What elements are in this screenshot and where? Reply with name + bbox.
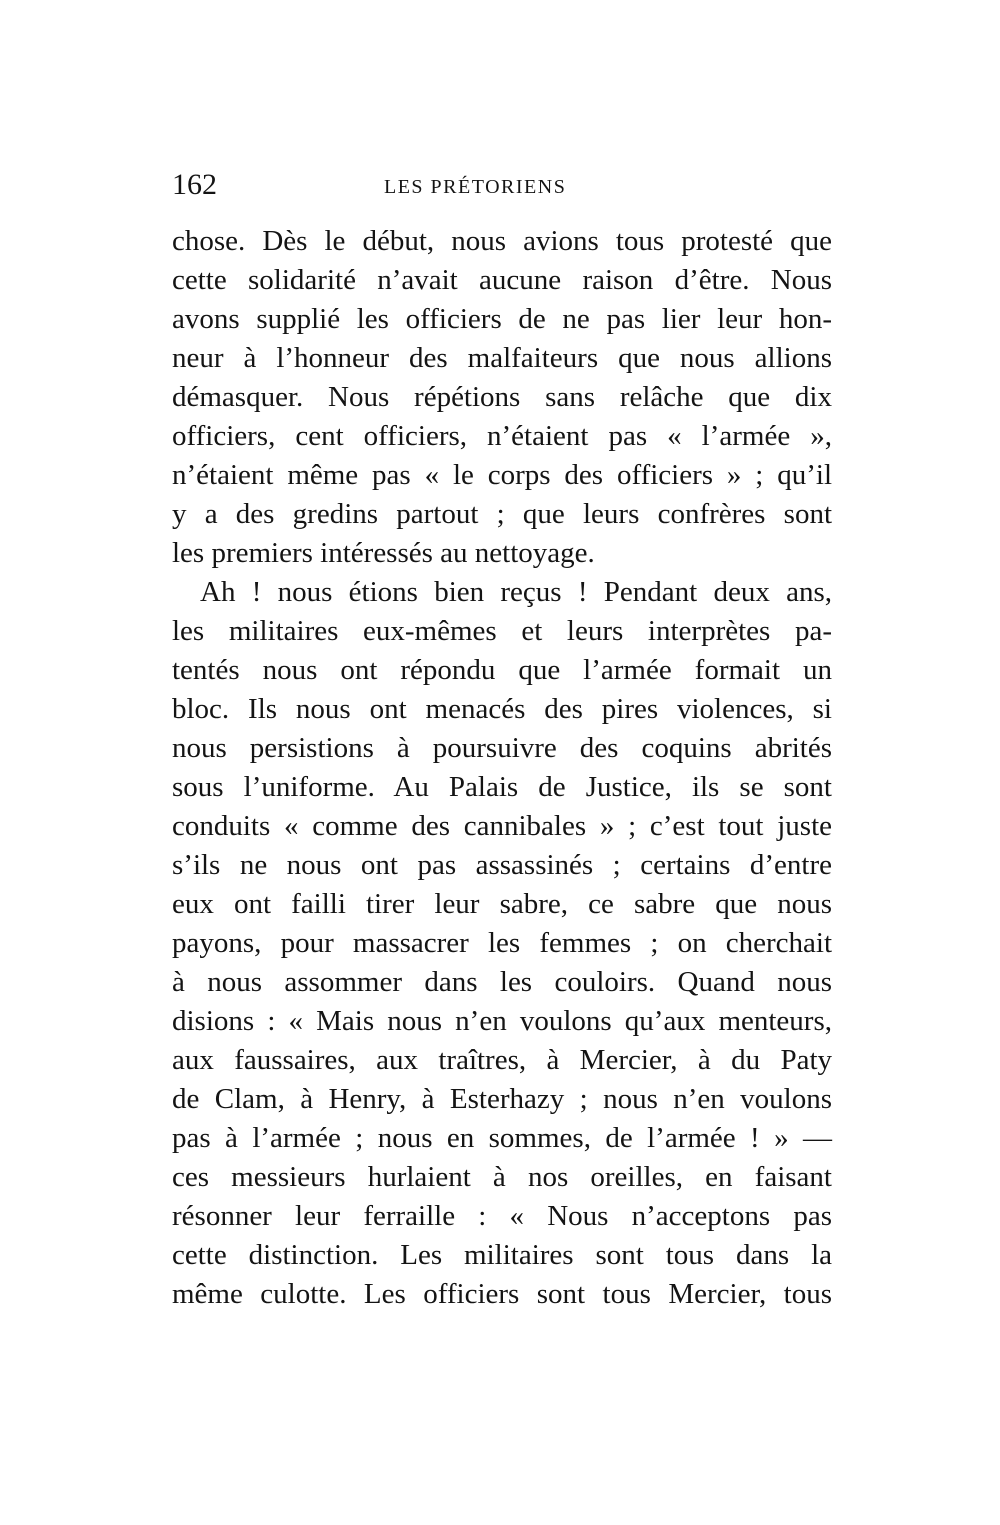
text-line: pas à l’armée ; nous en sommes, de l’armée ! » — xyxy=(172,1122,832,1154)
text-line: neur à l’honneur des malfaiteurs que nous allions xyxy=(172,342,832,374)
text-line: bloc. Ils nous ont menacés des pires violences, si xyxy=(172,693,832,725)
running-head xyxy=(172,165,832,205)
page-number: 162 xyxy=(172,168,217,201)
text-line: aux faussaires, aux traîtres, à Mercier, à du Paty xyxy=(172,1044,832,1076)
running-title: LES PRÉTORIENS xyxy=(384,176,567,198)
text-line: officiers, cent officiers, n’étaient pas « l’armée », xyxy=(172,420,832,452)
text-line: de Clam, à Henry, à Esterhazy ; nous n’en voulons xyxy=(172,1083,832,1115)
text-line: eux ont failli tirer leur sabre, ce sabre que nous xyxy=(172,888,832,920)
text-line: les premiers intéressés au nettoyage. xyxy=(172,537,595,569)
text-line: démasquer. Nous répétions sans relâche que dix xyxy=(172,381,832,413)
text-line: cette distinction. Les militaires sont tous dans la xyxy=(172,1239,832,1271)
text-line: même culotte. Les officiers sont tous Mercier, tous xyxy=(172,1278,832,1310)
text-line: tentés nous ont répondu que l’armée formait un xyxy=(172,654,832,686)
text-line: à nous assommer dans les couloirs. Quand nous xyxy=(172,966,832,998)
text-line: Ah ! nous étions bien reçus ! Pendant deux ans, xyxy=(200,576,832,608)
text-line: cette solidarité n’avait aucune raison d’être. Nous xyxy=(172,264,832,296)
text-line: chose. Dès le début, nous avions tous protesté que xyxy=(172,225,832,257)
text-line: y a des gredins partout ; que leurs confrères sont xyxy=(172,498,832,530)
text-line: disions : « Mais nous n’en voulons qu’aux menteurs, xyxy=(172,1005,832,1037)
text-line: n’étaient même pas « le corps des officiers » ; qu’il xyxy=(172,459,832,491)
text-line: payons, pour massacrer les femmes ; on cherchait xyxy=(172,927,832,959)
text-line: les militaires eux-mêmes et leurs interprètes pa- xyxy=(172,615,832,647)
text-line: ces messieurs hurlaient à nos oreilles, en faisant xyxy=(172,1161,832,1193)
text-line: résonner leur ferraille : « Nous n’acceptons pas xyxy=(172,1200,832,1232)
text-line: avons supplié les officiers de ne pas lier leur hon- xyxy=(172,303,832,335)
text-line: sous l’uniforme. Au Palais de Justice, ils se sont xyxy=(172,771,832,803)
text-line: nous persistions à poursuivre des coquins abrités xyxy=(172,732,832,764)
text-line: conduits « comme des cannibales » ; c’est tout juste xyxy=(172,810,832,842)
body-text xyxy=(172,222,832,1314)
text-line: s’ils ne nous ont pas assassinés ; certains d’entre xyxy=(172,849,832,881)
